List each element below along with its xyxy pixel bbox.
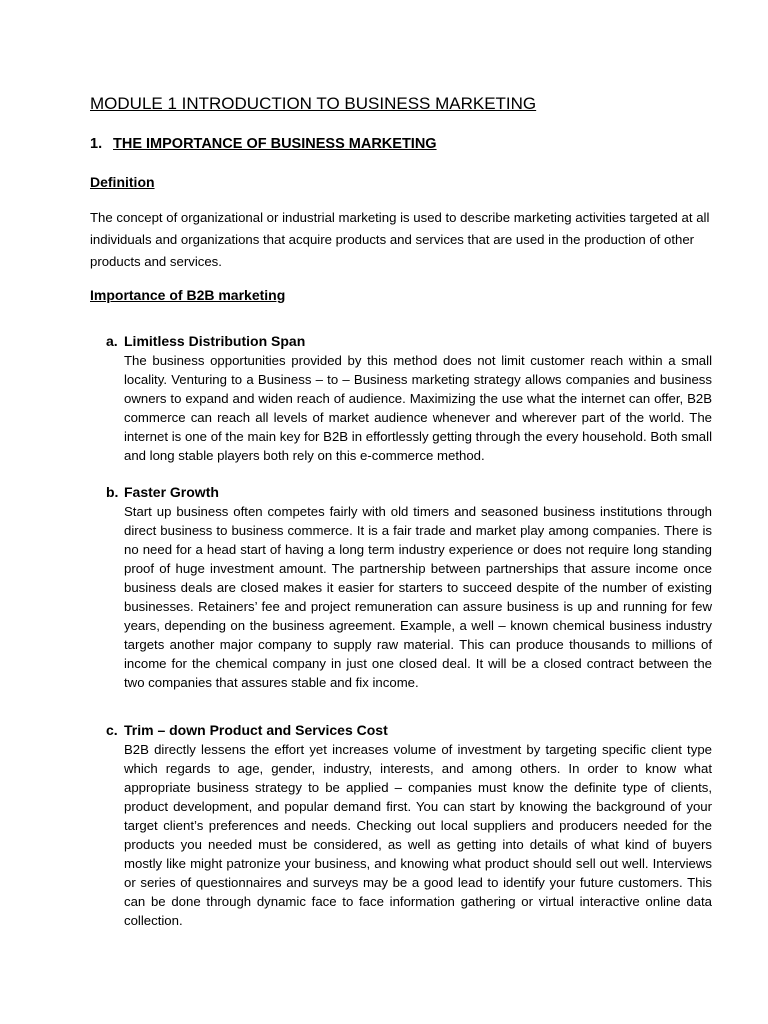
- list-item-title: Limitless Distribution Span: [124, 333, 306, 349]
- list-item-limitless-distribution: [106, 332, 712, 465]
- list-item-heading: [106, 721, 712, 739]
- section-number: 1.: [90, 136, 103, 152]
- importance-heading: Importance of B2B marketing: [90, 287, 286, 303]
- list-item-body: The business opportunities provided by this method does not limit customer reach within a small locality. Venturing to a Business – to – Business marketing strategy allows companies and business owners to expand and widen reach of audience. Maximizing the use what the internet can offer, B2B commerce can reach all levels of market audience whenever and wherever part of the world. The internet is one of the main key for B2B in effortlessly getting through the every household. Both small and long stable players both rely on this e-commerce method.: [124, 353, 712, 463]
- list-item-heading: [106, 483, 712, 501]
- list-item-heading: [106, 332, 712, 350]
- list-item-body: Start up business often competes fairly with old timers and seasoned business institutions through direct business to business commerce. It is a fair trade and market play among companies. There is no need for a head start of having a long term industry experience or does not require long standing proof of huge investment amount. The partnership between partnerships that assure income once business deals are closed makes it easier for starters to succeed despite of the number of existing businesses. Retainers’ fee and project remuneration can assure business is up and running for few years, depending on the business agreement. Example, a well – known chemical business industry targets another major company to supply raw material. This can produce thousands to millions of income for the chemical company in just one closed deal. It will be a closed contract between the two companies that assures stable and fix income.: [124, 504, 712, 690]
- list-item-title: Trim – down Product and Services Cost: [124, 722, 388, 738]
- list-item-letter: c.: [106, 722, 118, 738]
- list-item-letter: b.: [106, 484, 119, 500]
- list-item-faster-growth: [106, 483, 712, 692]
- definition-paragraph: The concept of organizational or industrial marketing is used to describe marketing activities targeted at all individuals and organizations that acquire products and services that are used in the production of other products and services.: [90, 210, 710, 269]
- list-item-letter: a.: [106, 333, 118, 349]
- list-item-trim-down-cost: [106, 721, 712, 930]
- list-item-title: Faster Growth: [124, 484, 219, 500]
- section-heading: [90, 136, 437, 152]
- definition-heading: Definition: [90, 174, 155, 190]
- section-title: THE IMPORTANCE OF BUSINESS MARKETING: [113, 136, 437, 152]
- module-title: MODULE 1 INTRODUCTION TO BUSINESS MARKETING: [90, 94, 537, 113]
- list-item-body: B2B directly lessens the effort yet increases volume of investment by targeting specific client type which regards to age, gender, industry, interests, and among others. In order to know what appropriate business strategy to be applied – companies must know the definite type of clients, product development, and popular demand first. You can start by knowing the background of your target client’s preferences and needs. Checking out local suppliers and producers needed for the products you needed must be considered, as well as getting into details of what kind of buyers mostly like might patronize your business, and knowing what product should sell out well. Interviews or series of questionnaires and surveys may be a good lead to identify your future customers. This can be done through dynamic face to face information gathering or virtual interactive online data collection.: [124, 742, 712, 928]
